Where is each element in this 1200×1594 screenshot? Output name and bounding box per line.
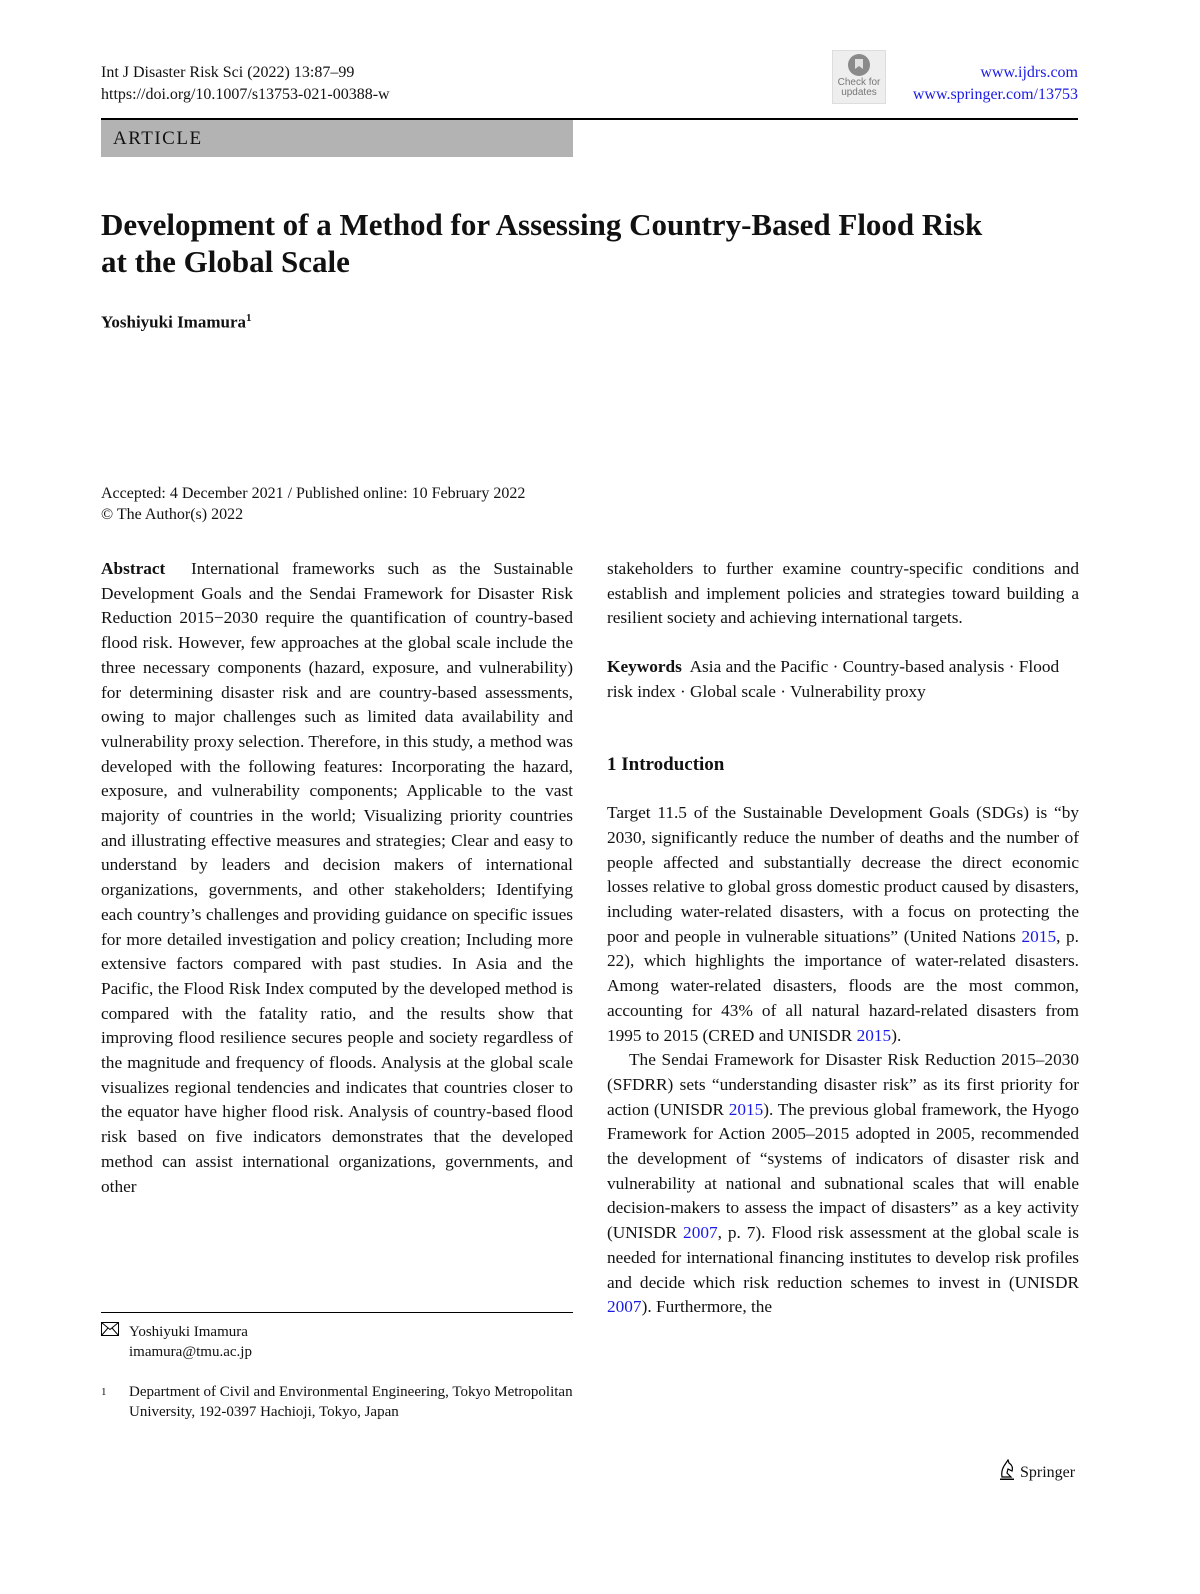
envelope-icon [101, 1322, 119, 1342]
left-column [101, 557, 573, 1199]
publication-dates [101, 483, 525, 525]
journal-citation: Int J Disaster Risk Sci (2022) 13:87–99 [101, 64, 355, 81]
intro-paragraph-2: The Sendai Framework for Disaster Risk Reduction 2015–2030 (SFDRR) sets “understanding disaster risk” as its first priority for action (UNISDR 2015). The previous global framework, the Hyogo Framework for Action 2005–2015 adopted in 2005, recommended the development of “systems of indicators of disaster risk and vulnerability at national and subnational scales that will enable decision-makers to assess the impact of disasters” as a key activity (UNISDR 2007, p. 7). Flood risk assessment at the global scale is needed for international financing institutes to develop risk profiles and decide which risk reduction schemes to invest in (UNISDR 2007). Furthermore, the [607, 1050, 1079, 1317]
section-heading-introduction: 1 Introduction [607, 753, 725, 775]
affiliation-mark: 1 [246, 312, 252, 324]
check-for-updates-label: Check for updates [837, 77, 881, 98]
right-column [607, 557, 1079, 1320]
abstract [101, 557, 573, 1199]
abstract-continued: stakeholders to further examine country-specific conditions and establish and implement policies and strategies toward building a resilient society and achieving international targets. [607, 559, 1079, 628]
keywords-label: Keywords [607, 657, 682, 677]
citation-link[interactable]: 2015 [1021, 926, 1057, 946]
ijdrs-link[interactable]: www.ijdrs.com [980, 64, 1078, 81]
intro-paragraph-1: Target 11.5 of the Sustainable Development Goals (SDGs) is “by 2030, significantly reduce the number of deaths and the number of people affected and substantially decrease the direct economic losses relative to global gross domestic product caused by disasters, including water-related disasters, with a focus on protecting the poor and people in vulnerable situations” (United Nations 2015, p. 22), which highlights the importance of water-related disasters. Among water-related disasters, floods are the most common, accounting for 43% of all natural hazard-related disasters from 1995 to 2015 (CRED and UNISDR 2015). [607, 803, 1079, 1045]
paper-title: Development of a Method for Assessing Country-Based Flood Risk at the Global Scale [101, 207, 983, 279]
affiliation-text: Department of Civil and Environmental Engineering, Tokyo Metropolitan University, 192-0397 Hachioji, Tokyo, Japan [129, 1384, 573, 1420]
copyright-line: © The Author(s) 2022 [101, 506, 244, 523]
affiliation-footnote [101, 1382, 573, 1422]
author-line [101, 312, 252, 333]
crossmark-icon [848, 54, 870, 76]
contact-name: Yoshiyuki Imamura [129, 1324, 248, 1340]
citation-link[interactable]: 2007 [607, 1297, 642, 1317]
springer-horse-icon [998, 1459, 1016, 1486]
keywords [607, 655, 1079, 704]
journal-header [101, 62, 390, 106]
footnote-rule [101, 1312, 573, 1313]
accepted-published-dates: Accepted: 4 December 2021 / Published online: 10 February 2022 [101, 485, 526, 502]
affiliation-footnote-mark: 1 [101, 1386, 107, 1398]
journal-links [913, 62, 1078, 106]
article-type-band [101, 120, 573, 157]
author-name: Yoshiyuki Imamura [101, 312, 247, 332]
publisher-name: Springer [1020, 1463, 1076, 1481]
article-type-label: ARTICLE [113, 128, 203, 149]
springer-journal-link[interactable]: www.springer.com/13753 [912, 86, 1078, 103]
corresponding-author [101, 1322, 573, 1362]
citation-link[interactable]: 2015 [856, 1025, 892, 1045]
citation-link[interactable]: 2007 [683, 1223, 718, 1243]
check-for-updates-badge[interactable] [832, 50, 886, 104]
abstract-label: Abstract [101, 559, 166, 578]
doi-link[interactable]: https://doi.org/10.1007/s13753-021-00388-w [101, 86, 390, 103]
keywords-text: Asia and the Pacific · Country-based analysis · Flood risk index · Global scale · Vulnerability proxy [607, 657, 1060, 701]
contact-email[interactable]: imamura@tmu.ac.jp [129, 1344, 252, 1360]
springer-logo [998, 1459, 1075, 1486]
abstract-text: International frameworks such as the Sustainable Development Goals and the Sendai Framework for Disaster Risk Reduction 2015−2030 require the quantification of country-based flood risk. However, few approaches at the global scale include the three necessary components (hazard, exposure, and vulnerability) for determining disaster risk and are country-based assessments, owing to major challenges such as limited data availability and vulnerability proxy selection. Therefore, in this study, a method was developed with the following features: Incorporating the hazard, exposure, and vulnerability components; Applicable to the vast majority of countries in the world; Visualizing priority countries and illustrating effective measures and strategies; Clear and easy to understand by leaders and decision makers of international organizations, governments, and other stakeholders; Identifying each country’s challenges and providing guidance on specific issues for more detailed investigation and policy creation; Including more extensive factors compared with past studies. In Asia and the Pacific, the Flood Risk Index computed by the developed method is compared with the fatality ratio, and the results show that improving flood resilience secures people and society regardless of the magnitude and frequency of floods. Analysis at the global scale visualizes regional tendencies and indicates that countries closer to the equator have higher flood risk. Analysis of country-based flood risk based on five indicators demonstrates that the developed method can assist international organizations, governments, and other [101, 559, 574, 1196]
citation-link[interactable]: 2015 [728, 1099, 764, 1119]
